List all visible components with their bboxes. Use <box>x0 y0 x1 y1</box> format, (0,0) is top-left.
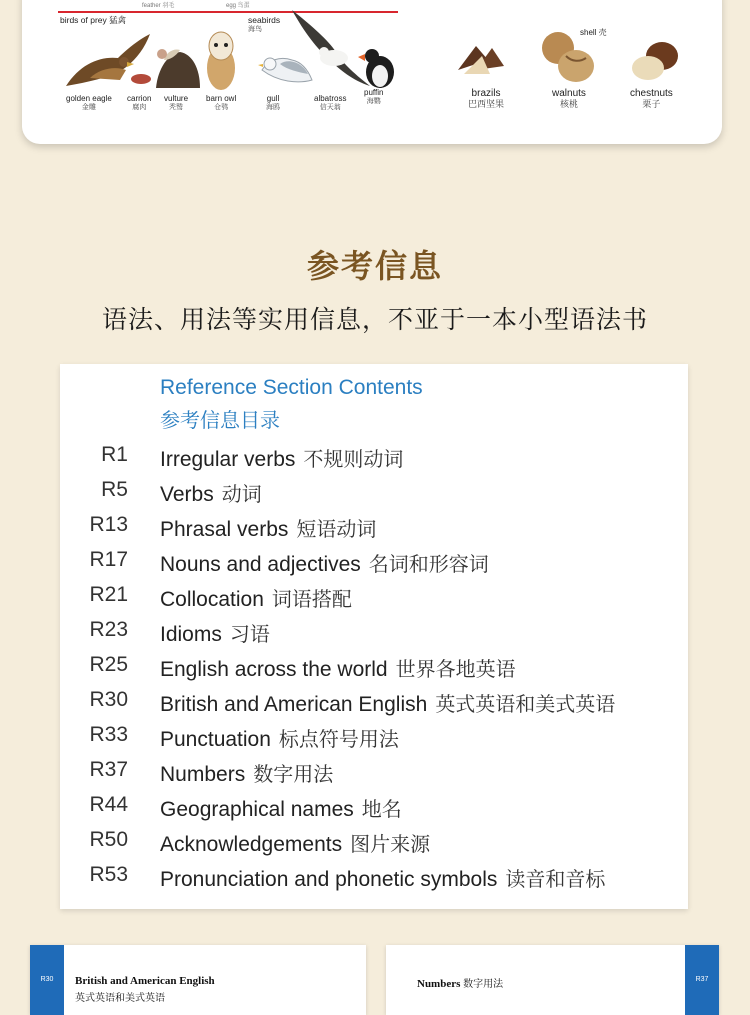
divider-line <box>58 11 254 13</box>
thumb-title: British and American English <box>75 975 215 987</box>
page-thumbnail-british-american <box>30 945 366 1015</box>
toc-title: Collocation 词语搭配 <box>160 587 352 611</box>
toc-title: Nouns and adjectives 名词和形容词 <box>160 552 489 576</box>
feather-label: feather 羽毛 <box>142 3 175 9</box>
nut-label-brazils: brazils 巴西坚果 <box>468 88 505 109</box>
toc-title: Phrasal verbs 短语动词 <box>160 517 377 541</box>
toc-code: R50 <box>89 828 128 851</box>
bird-label-barn-owl: barn owl 仓鸮 <box>206 94 237 111</box>
nut-label-chestnuts: chestnuts 栗子 <box>630 88 673 109</box>
barn-owl-illustration <box>204 28 238 92</box>
toc-code: R53 <box>89 863 128 886</box>
reference-contents-page <box>60 364 688 909</box>
brazil-nuts-illustration <box>454 40 506 78</box>
toc-row <box>60 863 688 898</box>
contents-heading-zh: 参考信息目录 <box>160 408 280 432</box>
section-subtitle: 语法、用法等实用信息，不亚于一本小型语法书 <box>101 305 648 334</box>
toc-title: British and American English 英式英语和美式英语 <box>160 692 616 716</box>
group-label-birds-of-prey: birds of prey 猛禽 <box>60 15 127 25</box>
toc-code: R17 <box>89 548 128 571</box>
dictionary-illustration-card <box>22 0 722 144</box>
carrion-illustration <box>130 70 152 86</box>
puffin-illustration <box>358 40 398 90</box>
toc-code: R44 <box>89 793 128 816</box>
page-tab-code: R37 <box>695 976 709 983</box>
thumb-title: Numbers 数字用法 <box>417 978 504 990</box>
toc-code: R25 <box>89 653 128 676</box>
toc-code: R37 <box>89 758 128 781</box>
page-tab <box>30 945 64 1015</box>
section-title: 参考信息 <box>306 247 443 285</box>
toc-code: R30 <box>89 688 128 711</box>
toc-row <box>60 793 688 828</box>
toc-title: Idioms 习语 <box>160 622 270 646</box>
toc-code: R5 <box>101 478 128 501</box>
toc-row <box>60 618 688 653</box>
toc-row <box>60 828 688 863</box>
toc-row <box>60 513 688 548</box>
toc-title: Pronunciation and phonetic symbols 读音和音标 <box>160 867 606 891</box>
page-tab-code: R30 <box>40 976 54 983</box>
bird-label-gull: gull 海鸥 <box>266 94 280 111</box>
shell-label: shell 壳 <box>580 28 607 37</box>
toc-title: Acknowledgements 图片来源 <box>160 832 431 856</box>
toc-row <box>60 758 688 793</box>
toc-code: R1 <box>101 443 128 466</box>
toc-row <box>60 443 688 478</box>
toc-code: R33 <box>89 723 128 746</box>
toc-code: R13 <box>89 513 128 536</box>
toc-row <box>60 688 688 723</box>
toc-title: Punctuation 标点符号用法 <box>160 727 399 751</box>
toc-row <box>60 723 688 758</box>
toc-title: Geographical names 地名 <box>160 797 402 821</box>
thumb-subtitle: 英式英语和美式英语 <box>75 993 165 1004</box>
egg-label: egg 鸟蛋 <box>226 3 250 9</box>
group-label-seabirds: seabirds 海鸟 <box>248 15 281 33</box>
toc-row <box>60 478 688 513</box>
bird-label-carrion: carrion 腐肉 <box>127 94 152 111</box>
chestnuts-illustration <box>630 38 680 82</box>
toc-code: R21 <box>89 583 128 606</box>
toc-title: English across the world 世界各地英语 <box>160 657 516 681</box>
toc-code: R23 <box>89 618 128 641</box>
page-tab <box>685 945 719 1015</box>
toc-title: Numbers 数字用法 <box>160 762 334 786</box>
toc-row <box>60 548 688 583</box>
bird-label-albatross: albatross 信天翁 <box>314 94 347 111</box>
bird-label-vulture: vulture 秃鹫 <box>164 94 189 111</box>
toc-row <box>60 653 688 688</box>
nut-label-walnuts: walnuts 核桃 <box>552 88 586 109</box>
toc-row <box>60 583 688 618</box>
bird-label-puffin: puffin 海鹦 <box>364 88 384 105</box>
vulture-illustration <box>150 38 202 92</box>
page-thumbnail-numbers <box>386 945 719 1015</box>
contents-heading-en: Reference Section Contents <box>160 376 423 399</box>
toc-title: Irregular verbs 不规则动词 <box>160 447 404 471</box>
bird-label-golden-eagle: golden eagle 金雕 <box>66 94 112 111</box>
toc-title: Verbs 动词 <box>160 482 262 506</box>
